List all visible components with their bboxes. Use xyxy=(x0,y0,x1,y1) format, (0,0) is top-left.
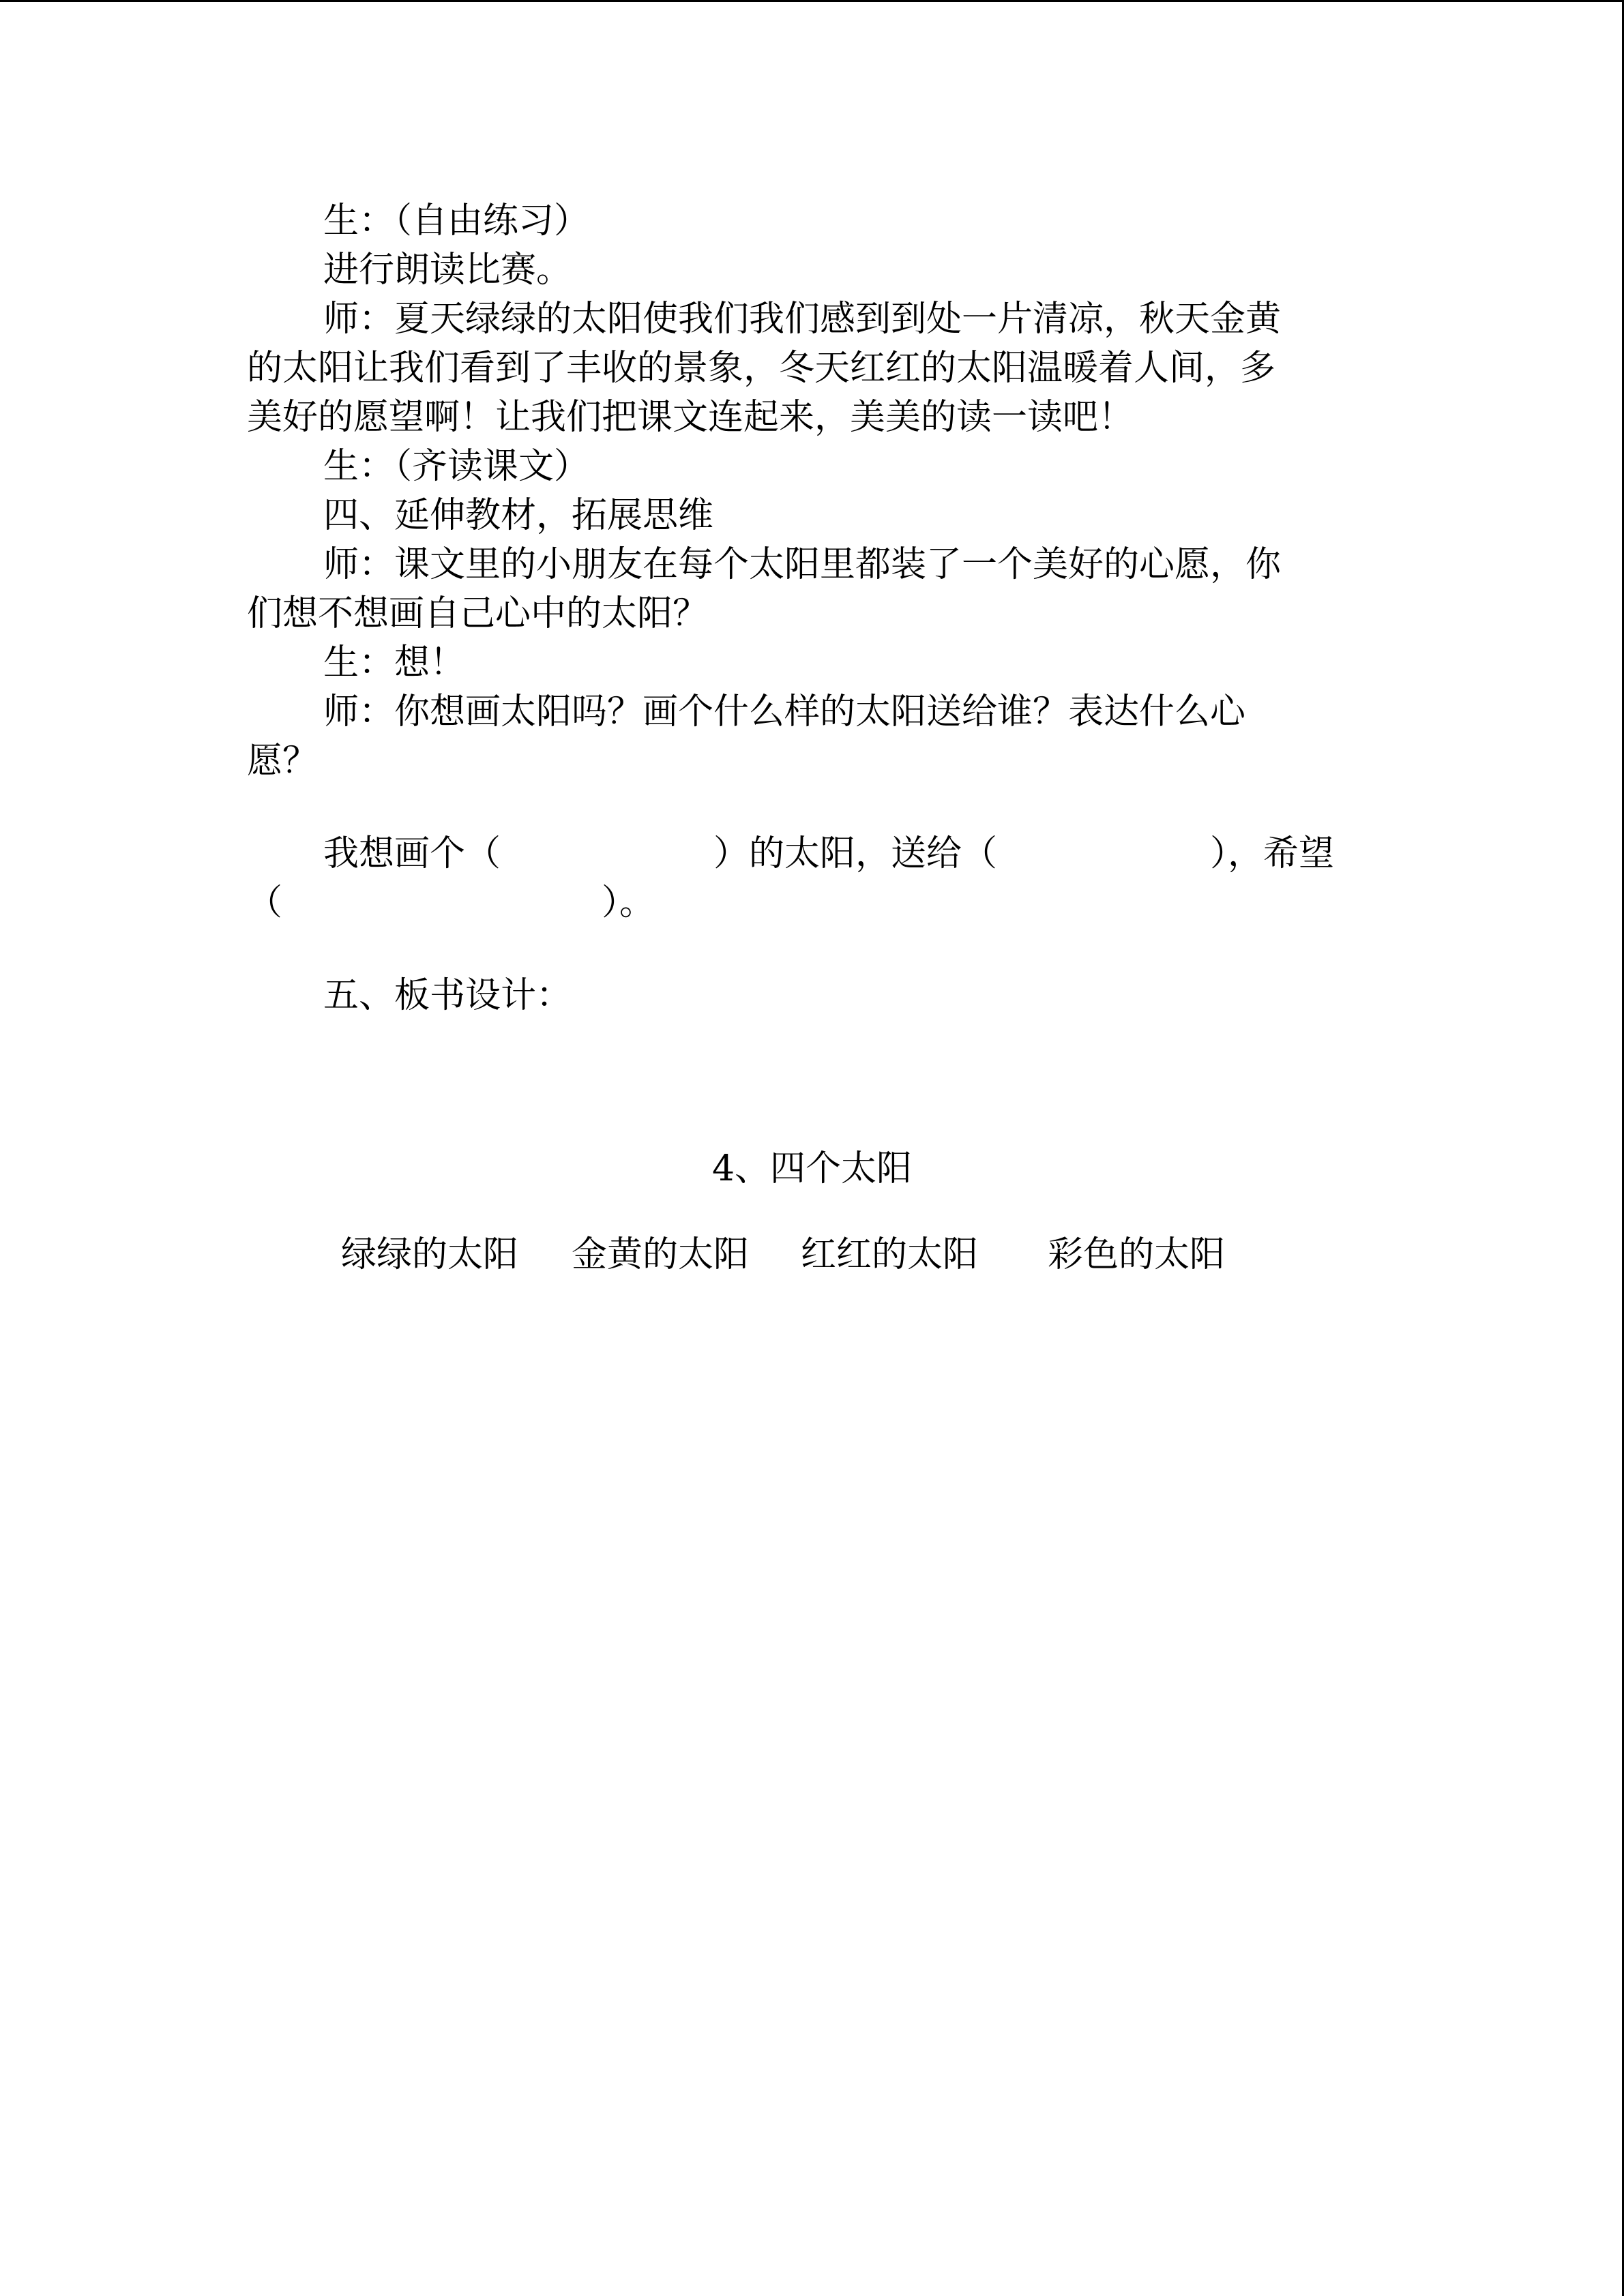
dialogue-student-reading: 生：（齐读课文） xyxy=(323,446,590,487)
teacher-prompt-1: 师：你想画太阳吗？画个什么样的太阳送给谁？表达什么心 xyxy=(323,691,1246,732)
board-item-green-sun: 绿绿的太阳 xyxy=(341,1234,519,1275)
board-title: 4、四个太阳 xyxy=(711,1148,913,1189)
teacher-line-2: 的太阳让我们看到了丰收的景象，冬天红红的太阳温暖着人间，多 xyxy=(247,348,1276,389)
teacher-line-1: 师：夏天绿绿的太阳使我们我们感到到处一片清凉，秋天金黄 xyxy=(323,299,1282,340)
dialogue-student-answer: 生：想！ xyxy=(323,642,466,683)
section-heading-5: 五、板书设计： xyxy=(323,975,572,1016)
section-heading-4: 四、延伸教材，拓展思维 xyxy=(323,495,714,536)
board-item-red-sun: 红红的太阳 xyxy=(801,1234,979,1275)
dialogue-student-practice: 生：（自由练习） xyxy=(323,200,590,241)
teacher-line-3: 美好的愿望啊！让我们把课文连起来，美美的读一读吧！ xyxy=(247,397,1134,438)
fill-in-sentence-2: （ ）。 xyxy=(247,882,655,923)
board-item-golden-sun: 金黄的太阳 xyxy=(572,1234,750,1275)
teacher-question-2: 们想不想画自己心中的太阳？ xyxy=(247,593,709,634)
teacher-prompt-2: 愿？ xyxy=(247,741,319,781)
board-item-colorful-sun: 彩色的太阳 xyxy=(1048,1234,1226,1275)
reading-contest: 进行朗读比赛。 xyxy=(323,250,572,290)
fill-in-sentence-1: 我想画个（ ）的太阳，送给（ ），希望 xyxy=(323,833,1335,874)
board-items xyxy=(0,1230,1624,1279)
teacher-question-1: 师：课文里的小朋友在每个太阳里都装了一个美好的心愿，你 xyxy=(323,544,1282,585)
